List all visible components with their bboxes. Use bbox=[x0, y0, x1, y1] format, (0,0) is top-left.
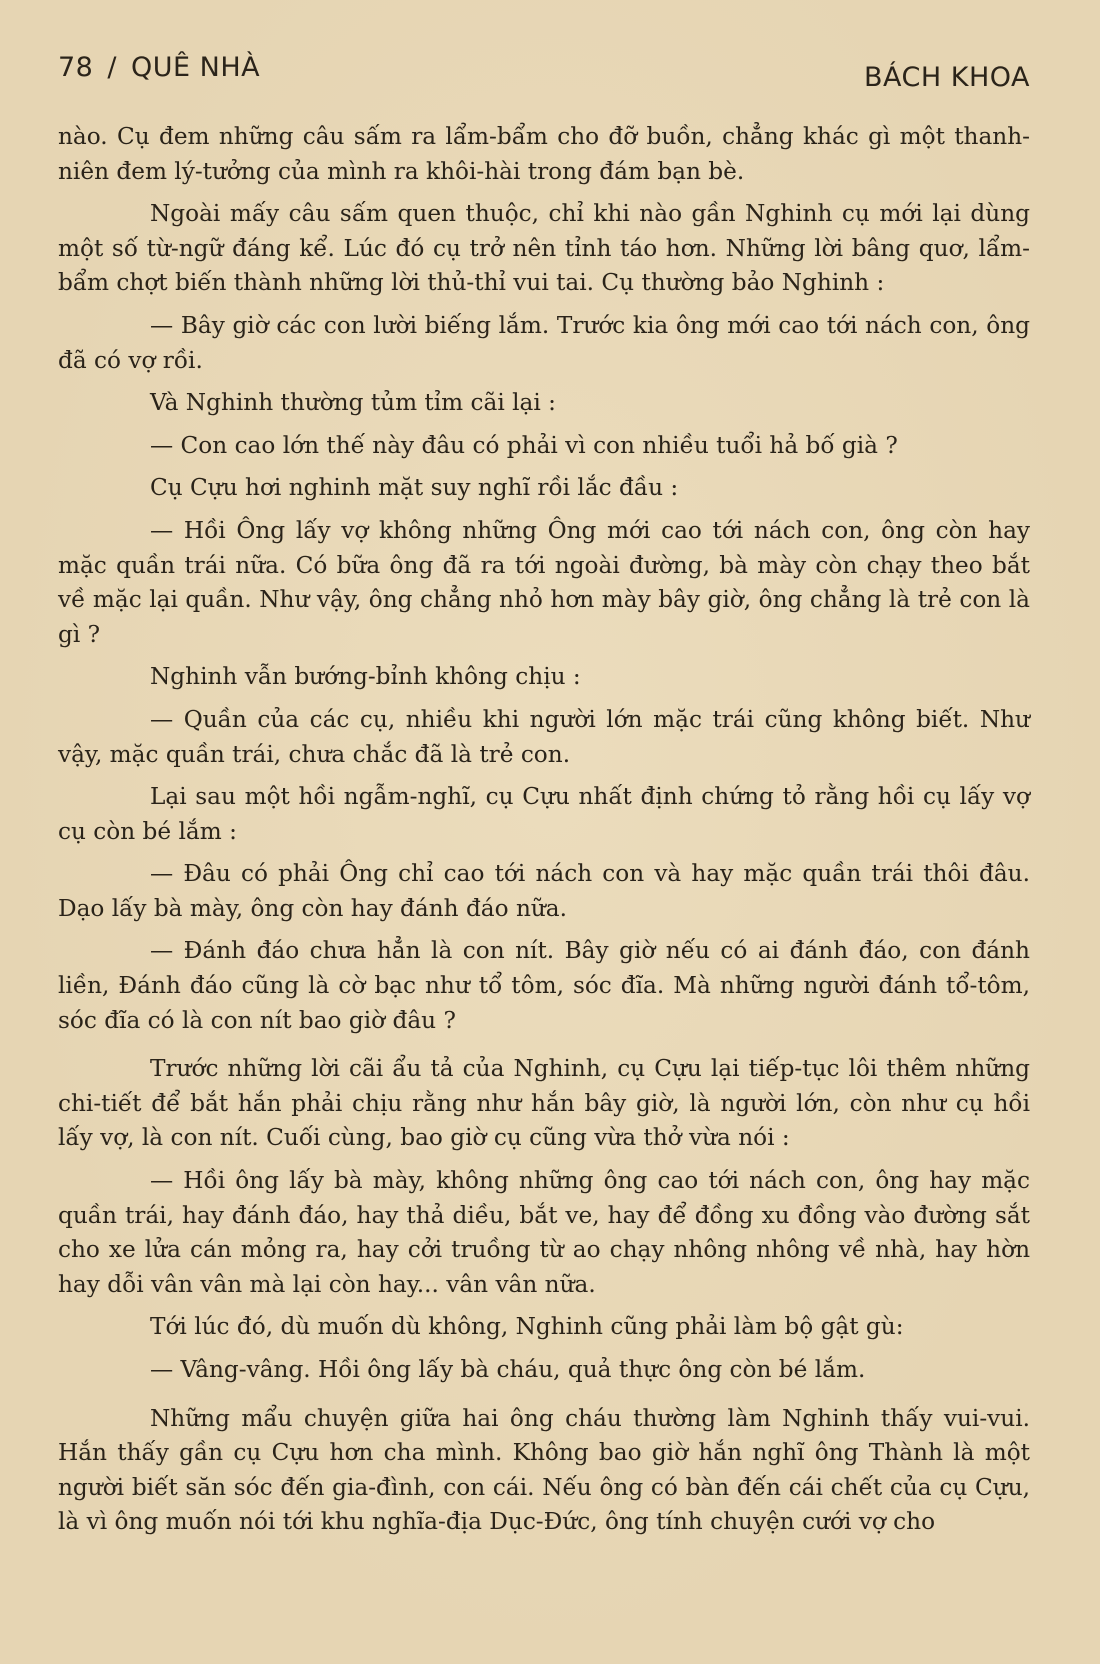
dialogue-paragraph: — Hồi Ông lấy vợ không những Ông mới cao tới nách con, ông còn hay mặc quần trái nữa. Có bữa ông đã ra tới ngoài đường, bà mày còn chạy theo bắt về mặc lại quần. Như vậy, ông chẳng nhỏ hơn mày bây giờ, ông chẳng là trẻ con là gì ? bbox=[58, 516, 1030, 648]
article-body bbox=[58, 120, 1030, 1540]
page-header bbox=[58, 52, 1030, 102]
paragraph: Nghinh vẫn bướng-bỉnh không chịu : bbox=[150, 663, 581, 691]
paragraph: Lại sau một hồi ngẫm-nghĩ, cụ Cựu nhất định chứng tỏ rằng hồi cụ lấy vợ cụ còn bé lắm : bbox=[58, 783, 1030, 845]
dialogue-paragraph: — Vâng-vâng. Hồi ông lấy bà cháu, quả thực ông còn bé lắm. bbox=[150, 1356, 866, 1383]
header-separator: / bbox=[107, 52, 117, 83]
dialogue-paragraph: — Đánh đáo chưa hẳn là con nít. Bây giờ nếu có ai đánh đáo, con đánh liền, Đánh đáo cũng là cờ bạc như tổ tôm, sóc đĩa. Mà những người đánh tổ-tôm, sóc đĩa có là con nít bao giờ đâu ? bbox=[58, 937, 1030, 1034]
paragraph: Cụ Cựu hơi nghinh mặt suy nghĩ rồi lắc đầu : bbox=[150, 474, 679, 502]
paragraph: Những mẩu chuyện giữa hai ông cháu thường làm Nghinh thấy vui-vui. Hắn thấy gần cụ Cựu hơn cha mình. Không bao giờ hắn nghĩ ông Thành là một người biết săn sóc đến gia-đình, con cái. Nếu ông có bàn đến cái chết của cụ Cựu, là vì ông muốn nói tới khu nghĩa-địa Dục-Đức, ông tính chuyện cưới vợ cho bbox=[58, 1404, 1030, 1536]
paragraph: Và Nghinh thường tủm tỉm cãi lại : bbox=[150, 389, 556, 417]
dialogue-paragraph: — Bây giờ các con lười biếng lắm. Trước kia ông mới cao tới nách con, ông đã có vợ rồi. bbox=[58, 311, 1030, 374]
section-title: QUÊ NHÀ bbox=[130, 52, 261, 83]
page-number: 78 bbox=[58, 52, 94, 83]
dialogue-paragraph: — Hồi ông lấy bà mày, không những ông cao tới nách con, ông hay mặc quần trái, hay đánh đáo, hay thả diều, bắt ve, hay để đồng xu đồng vào đường sắt cho xe lửa cán mỏng ra, hay cởi truồng từ ao chạy nhông nhông về nhà, hay hờn hay dỗi vân vân mà lại còn hay... vân vân nữa. bbox=[58, 1167, 1030, 1298]
dialogue-paragraph: — Con cao lớn thế này đâu có phải vì con nhiều tuổi hả bố già ? bbox=[150, 431, 898, 459]
paragraph: Tới lúc đó, dù muốn dù không, Nghinh cũng phải làm bộ gật gù: bbox=[150, 1313, 904, 1341]
dialogue-paragraph: — Quần của các cụ, nhiều khi người lớn mặc trái cũng không biết. Như vậy, mặc quần trái, chưa chắc đã là trẻ con. bbox=[58, 705, 1030, 768]
paragraph: nào. Cụ đem những câu sấm ra lẩm-bẩm cho đỡ buồn, chẳng khác gì một thanh-niên đem lý-tưởng của mình ra khôi-hài trong đám bạn bè. bbox=[58, 123, 1030, 185]
paragraph: Trước những lời cãi ẩu tả của Nghinh, cụ Cựu lại tiếp-tục lôi thêm những chi-tiết để bắt hắn phải chịu rằng như hắn bây giờ, là người lớn, còn như cụ hồi lấy vợ, là con nít. Cuối cùng, bao giờ cụ cũng vừa thở vừa nói : bbox=[58, 1055, 1030, 1152]
header-left bbox=[58, 52, 260, 83]
magazine-title: BÁCH KHOA bbox=[863, 62, 1030, 93]
dialogue-paragraph: — Đâu có phải Ông chỉ cao tới nách con và hay mặc quần trái thôi đâu. Dạo lấy bà mày, ông còn hay đánh đáo nữa. bbox=[58, 860, 1030, 922]
paragraph: Ngoài mấy câu sấm quen thuộc, chỉ khi nào gần Nghinh cụ mới lại dùng một số từ-ngữ đáng kể. Lúc đó cụ trở nên tỉnh táo hơn. Những lời bâng quơ, lẩm-bẩm chợt biến thành những lời thủ-thỉ vui tai. Cụ thường bảo Nghinh : bbox=[58, 200, 1030, 297]
